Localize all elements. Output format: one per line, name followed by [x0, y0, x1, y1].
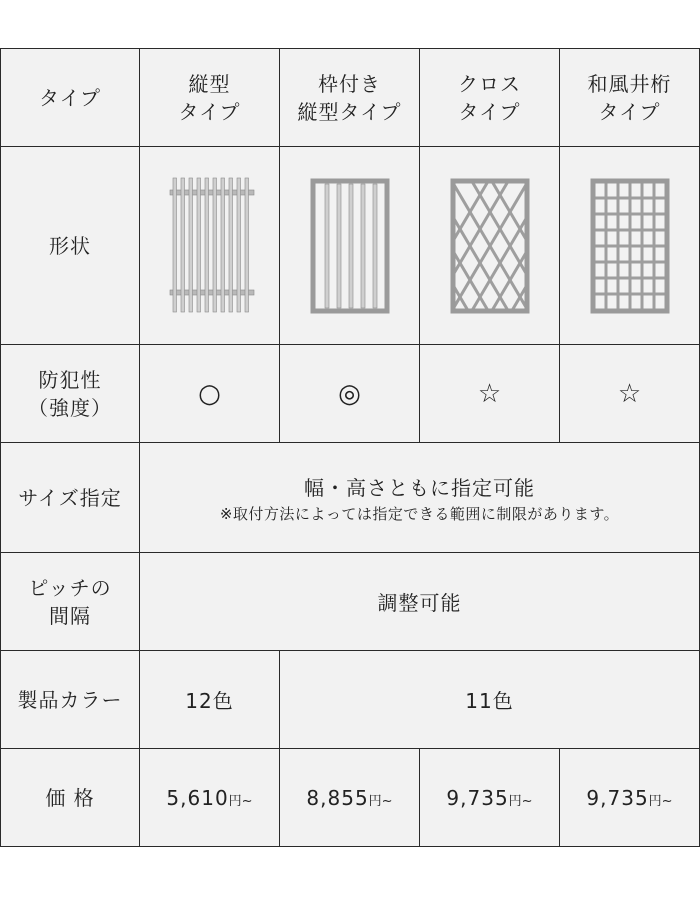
- price-unit: 円~: [368, 793, 393, 809]
- col-header-framed-vertical: 枠付き 縦型タイプ: [280, 49, 420, 147]
- shape-row: [1, 147, 700, 345]
- price-row: [1, 749, 700, 847]
- price-amount: 8,855: [306, 785, 369, 810]
- row-label-type: タイプ: [1, 49, 140, 147]
- security-vertical: ○: [140, 345, 280, 443]
- spec-table: [0, 48, 700, 847]
- security-framed-vertical: ◎: [280, 345, 420, 443]
- color-row: [1, 651, 700, 749]
- type-row: [1, 49, 700, 147]
- col-header-cross: クロス タイプ: [420, 49, 560, 147]
- security-row: [1, 345, 700, 443]
- color-count-others: 11色: [280, 651, 700, 749]
- row-label-shape: 形状: [1, 147, 140, 345]
- price-amount: 5,610: [166, 785, 229, 810]
- shape-vertical: [140, 147, 280, 345]
- pitch-row: [1, 553, 700, 651]
- japanese-lattice-grille-image: [590, 178, 670, 314]
- pitch-value: 調整可能: [140, 553, 700, 651]
- size-cell: [140, 443, 700, 553]
- size-main-text: 幅・高さともに指定可能: [304, 475, 535, 500]
- size-note: ※取付方法によっては指定できる範囲に制限があります。: [219, 504, 620, 523]
- security-japanese-lattice: ☆: [560, 345, 700, 443]
- row-label-color: 製品カラー: [1, 651, 140, 749]
- row-label-size: サイズ指定: [1, 443, 140, 553]
- price-framed-vertical: [280, 749, 420, 847]
- row-label-pitch: ピッチの 間隔: [1, 553, 140, 651]
- col-header-vertical: 縦型 タイプ: [140, 49, 280, 147]
- size-row: [1, 443, 700, 553]
- price-unit: 円~: [508, 793, 533, 809]
- price-unit: 円~: [228, 793, 253, 809]
- shape-framed-vertical: [280, 147, 420, 345]
- vertical-grille-image: [162, 176, 258, 316]
- row-label-security: 防犯性 （強度）: [1, 345, 140, 443]
- row-label-price: 価 格: [1, 749, 140, 847]
- price-japanese-lattice: [560, 749, 700, 847]
- price-cross: [420, 749, 560, 847]
- price-amount: 9,735: [446, 785, 509, 810]
- security-cross: ☆: [420, 345, 560, 443]
- color-count-vertical: 12色: [140, 651, 280, 749]
- shape-japanese-lattice: [560, 147, 700, 345]
- col-header-japanese-lattice: 和風井桁 タイプ: [560, 49, 700, 147]
- cross-grille-image: [450, 178, 530, 314]
- price-vertical: [140, 749, 280, 847]
- shape-cross: [420, 147, 560, 345]
- price-amount: 9,735: [586, 785, 649, 810]
- framed-vertical-grille-image: [310, 178, 390, 314]
- price-unit: 円~: [648, 793, 673, 809]
